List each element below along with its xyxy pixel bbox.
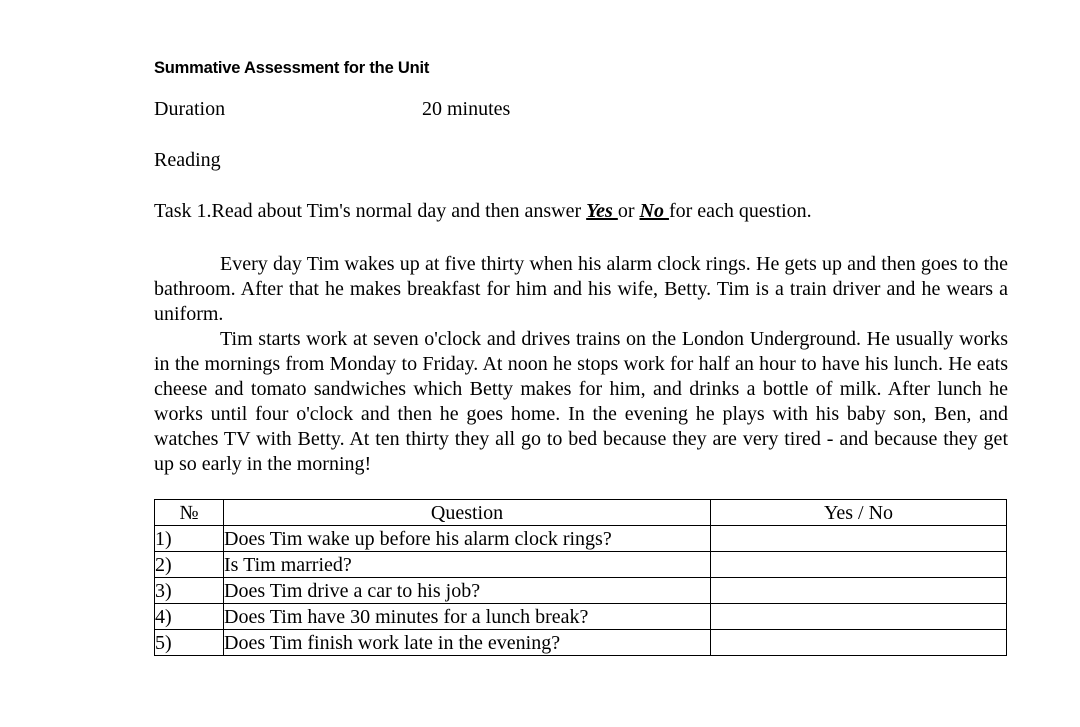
- row-question: Does Tim wake up before his alarm clock rings?: [224, 526, 711, 552]
- passage-paragraph: Tim starts work at seven o'clock and drives trains on the London Underground. He usually works in the mornings from Monday to Friday. At noon he stops work for half an hour to have his lunch. He eats cheese and tomato sandwiches which Betty makes for him, and drinks a bottle of milk. After lunch he works until four o'clock and then he goes home. In the evening he plays with his baby son, Ben, and watches TV with Betty. At ten thirty they all go to bed because they are very tired - and because they get up so early in the morning!: [154, 328, 1008, 475]
- row-question: Does Tim have 30 minutes for a lunch break?: [224, 604, 711, 630]
- task-label: Task 1.: [154, 200, 212, 222]
- row-question: Does Tim finish work late in the evening?: [224, 630, 711, 656]
- row-answer-cell[interactable]: [711, 578, 1007, 604]
- task-instruction-end: for each question.: [668, 200, 812, 222]
- row-number: 5): [155, 630, 224, 656]
- row-number: 1): [155, 526, 224, 552]
- reading-passage: [154, 252, 1008, 477]
- answer-connector: or: [617, 200, 640, 222]
- document-title: Summative Assessment for the Unit: [154, 59, 430, 77]
- questions-table: [154, 499, 1007, 656]
- header-number: №: [155, 500, 224, 526]
- section-heading: Reading: [154, 149, 221, 171]
- table-row: [155, 604, 1007, 630]
- row-question: Does Tim drive a car to his job?: [224, 578, 711, 604]
- duration-value: 20 minutes: [422, 98, 511, 120]
- row-answer-cell[interactable]: [711, 526, 1007, 552]
- table-row: [155, 552, 1007, 578]
- task-instruction: [154, 200, 812, 223]
- task-instruction-text: Read about Tim's normal day and then answer: [211, 200, 587, 222]
- answer-no: No: [639, 200, 669, 222]
- passage-paragraph: Every day Tim wakes up at five thirty when his alarm clock rings. He gets up and then goes to the bathroom. After that he makes breakfast for him and his wife, Betty. Tim is a train driver and he wears a uniform.: [154, 253, 1008, 325]
- answer-yes: Yes: [586, 200, 618, 222]
- table-row: [155, 630, 1007, 656]
- duration-label: Duration: [154, 98, 226, 120]
- table-header-row: [155, 500, 1007, 526]
- row-number: 3): [155, 578, 224, 604]
- header-question: Question: [224, 500, 711, 526]
- row-answer-cell[interactable]: [711, 630, 1007, 656]
- table-row: [155, 578, 1007, 604]
- table-row: [155, 526, 1007, 552]
- header-answer: Yes / No: [711, 500, 1007, 526]
- row-number: 2): [155, 552, 224, 578]
- row-answer-cell[interactable]: [711, 552, 1007, 578]
- row-question: Is Tim married?: [224, 552, 711, 578]
- row-number: 4): [155, 604, 224, 630]
- row-answer-cell[interactable]: [711, 604, 1007, 630]
